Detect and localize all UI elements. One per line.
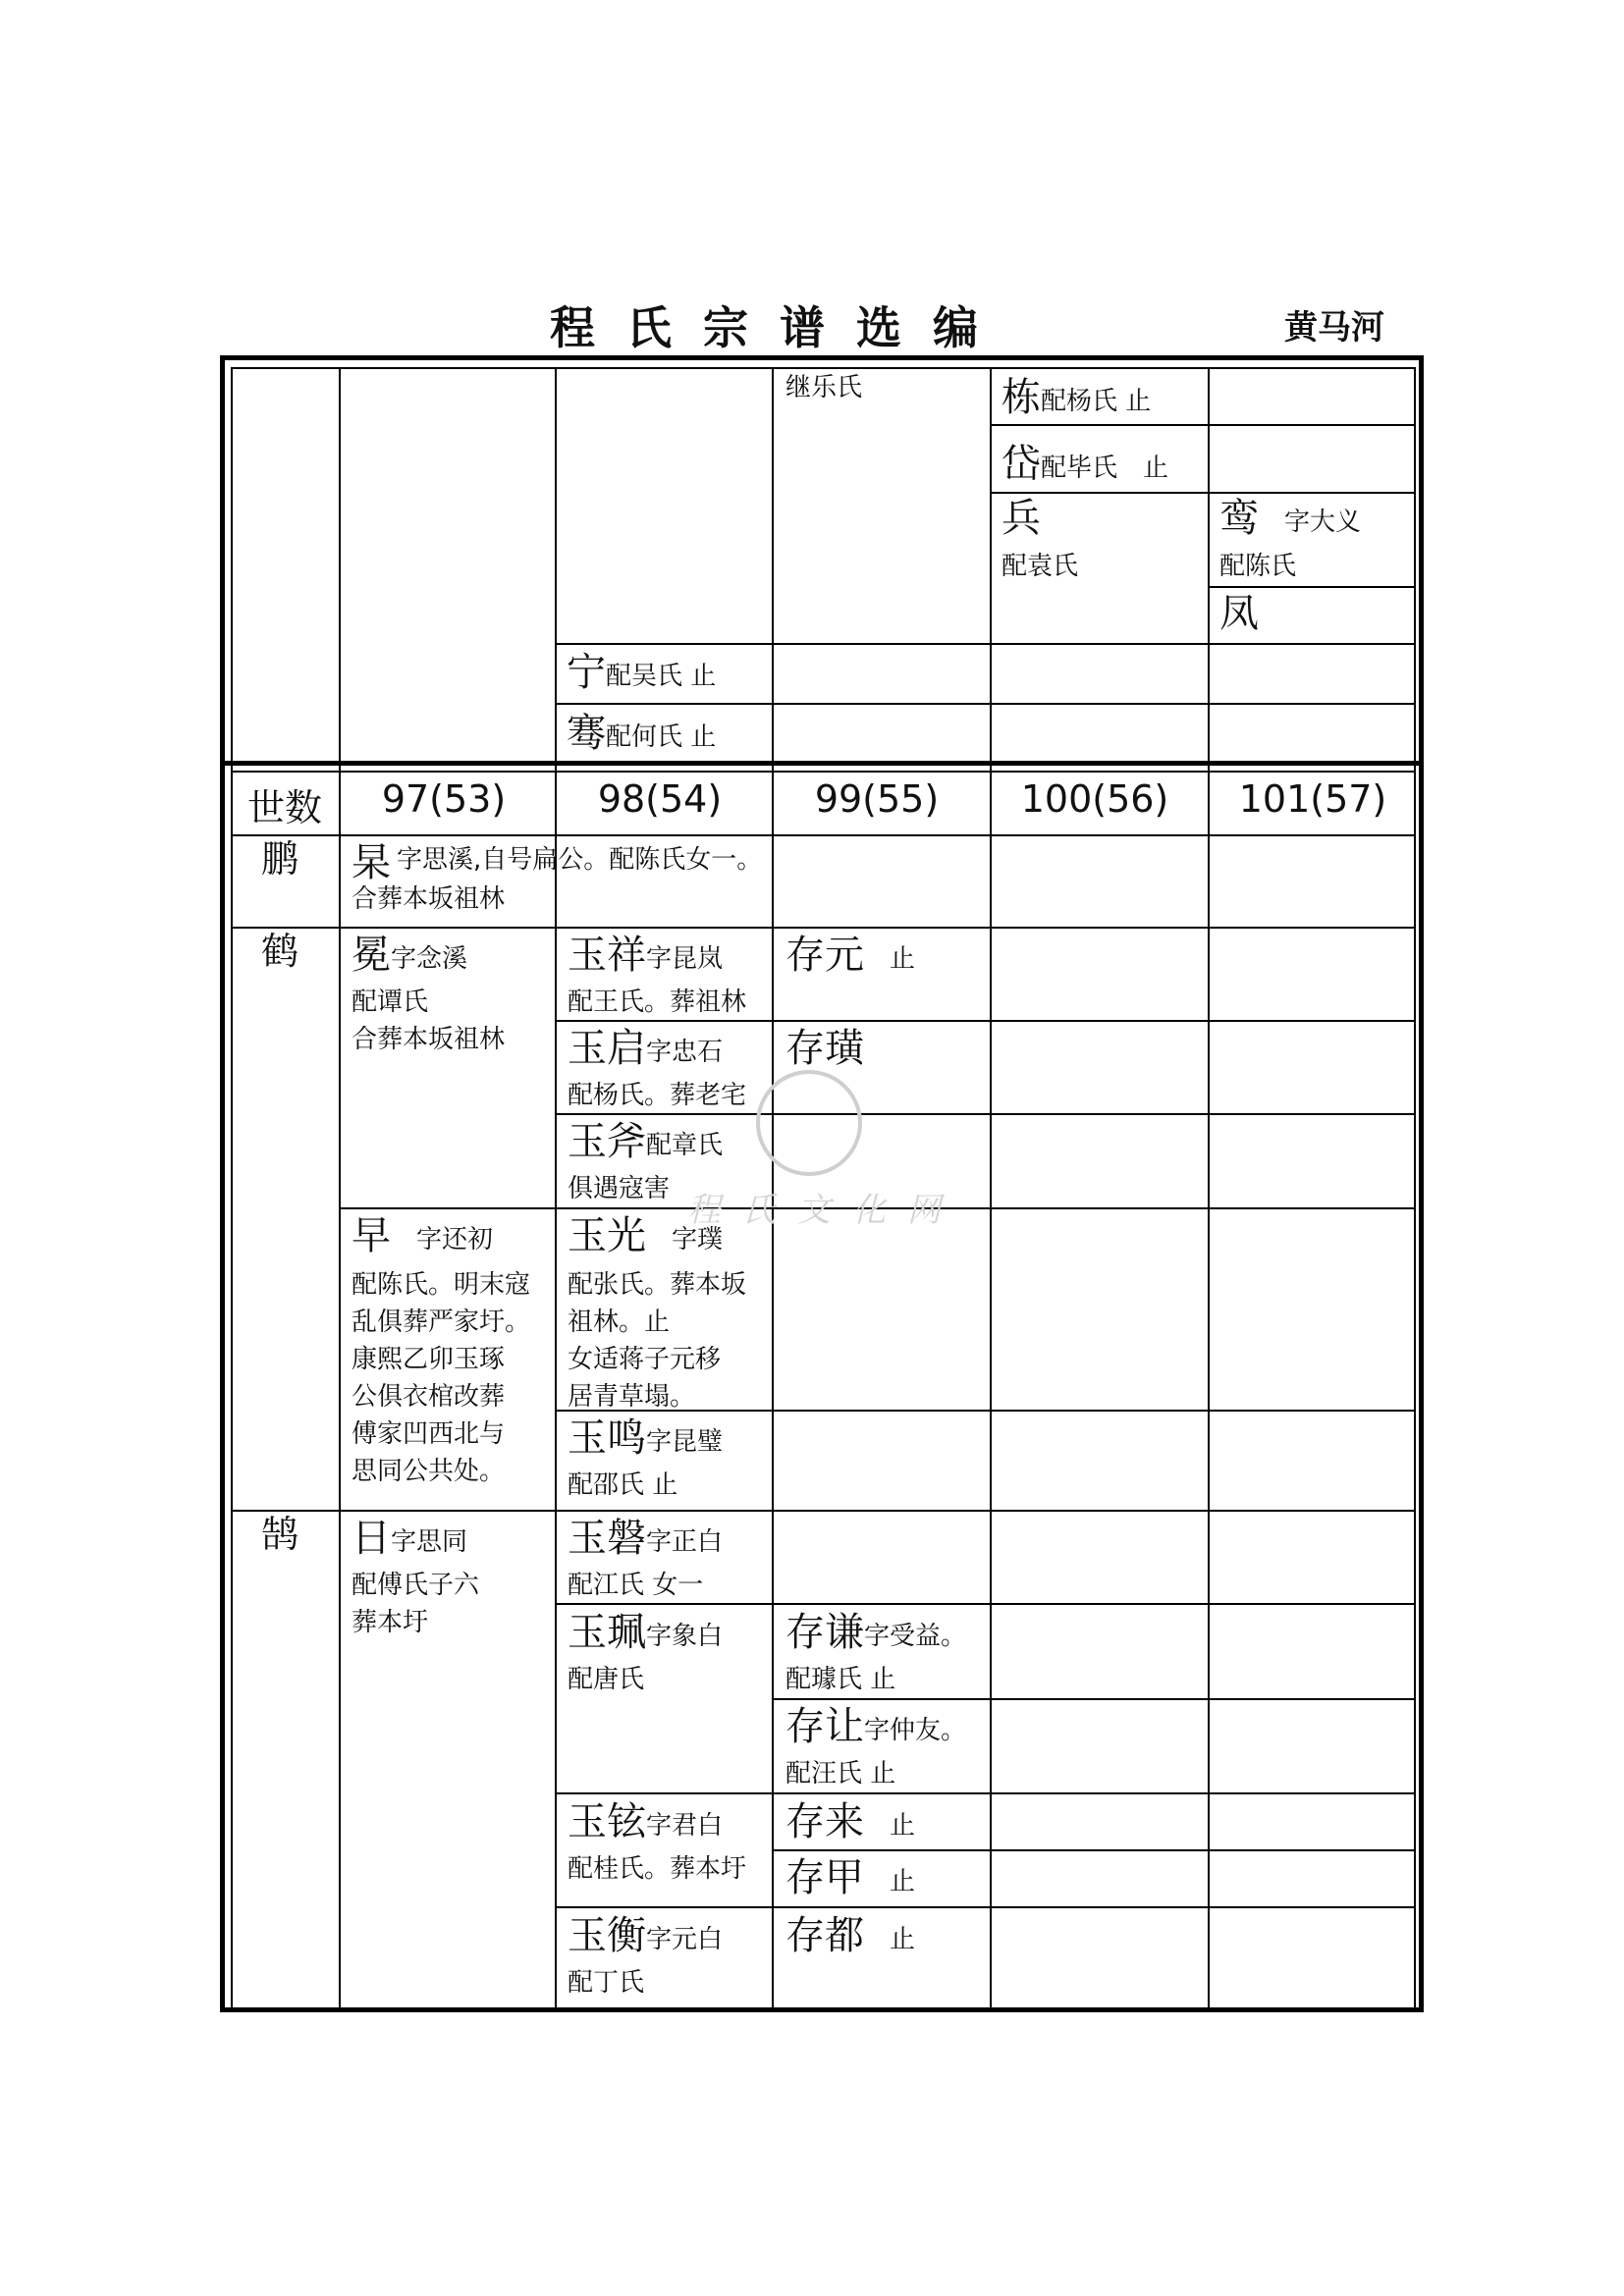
entry-note: 字思同 xyxy=(391,1527,468,1557)
entry-note: 字正白 xyxy=(646,1527,724,1557)
entry-note: 祖林。止 xyxy=(568,1308,671,1337)
entry-note: 配张氏。葬本坂 xyxy=(568,1270,747,1300)
entry-note: 合葬本坂祖林 xyxy=(352,1025,506,1054)
entry-feng xyxy=(1219,591,1259,636)
entry-note: 配傅氏子六 xyxy=(352,1571,480,1600)
person-name: 兵 xyxy=(1001,496,1041,541)
site-watermark: 程氏文化网 xyxy=(687,1191,962,1230)
entry-cundu xyxy=(785,1913,915,1958)
person-name: 玉光 xyxy=(568,1213,646,1258)
entry-note: 配章氏 xyxy=(646,1131,724,1160)
entry-cunjia xyxy=(785,1855,915,1900)
gen-col: 98(54) xyxy=(597,777,723,821)
entry-note: 继乐氏 xyxy=(785,373,863,402)
person-name: 杲 xyxy=(352,840,391,885)
entry-yuming xyxy=(568,1415,723,1461)
person-name: 栋 xyxy=(1001,375,1041,420)
row-line xyxy=(772,1698,1414,1700)
person-name: 存元 xyxy=(785,933,864,978)
branch-label: 鹄 xyxy=(261,1513,299,1556)
entry-mian xyxy=(352,933,467,978)
entry-note: 配汪氏 止 xyxy=(785,1759,896,1789)
col-line xyxy=(555,367,557,2009)
entry-note: 字璞 xyxy=(672,1225,724,1255)
person-name: 鸾 xyxy=(1219,496,1259,541)
entry-note: 字仲友。 xyxy=(864,1716,967,1745)
entry-note: 配陈氏。明末寇 xyxy=(352,1270,531,1300)
entry-note: 配唐氏 xyxy=(568,1665,645,1694)
person-name: 骞 xyxy=(567,711,606,756)
entry-note: 止 xyxy=(890,944,916,974)
person-name: 玉祥 xyxy=(568,933,646,978)
row-line xyxy=(555,703,1414,705)
entry-ri xyxy=(352,1516,467,1561)
entry-note: 思同公共处。 xyxy=(352,1457,506,1486)
entry-note: 配丁氏 xyxy=(568,1968,645,1998)
entry-cunlai xyxy=(785,1799,915,1844)
person-name: 岱 xyxy=(1001,442,1041,487)
entry-note: 配邵氏 止 xyxy=(568,1470,678,1500)
entry-note: 居青草塌。 xyxy=(568,1382,696,1412)
col-line xyxy=(1208,367,1210,2009)
entry-note: 康熙乙卯玉琢 xyxy=(352,1345,506,1374)
entry-note: 配何氏 止 xyxy=(606,722,717,752)
entry-yuxuan xyxy=(568,1799,723,1844)
inner-border xyxy=(231,367,233,2009)
entry-luan xyxy=(1219,496,1361,541)
entry-note: 字君白 xyxy=(646,1811,724,1841)
person-name: 存都 xyxy=(785,1913,864,1958)
person-name: 存来 xyxy=(785,1799,864,1844)
entry-cunrang xyxy=(785,1704,966,1749)
entry-note: 女适蒋子元移 xyxy=(568,1345,722,1374)
entry-ning xyxy=(567,650,716,695)
person-name: 存让 xyxy=(785,1704,864,1749)
entry-note: 字昆岚 xyxy=(646,944,724,974)
row-line xyxy=(231,1510,1414,1512)
entry-note: 配璩氏 止 xyxy=(785,1665,896,1694)
entry-note: 俱遇寇害 xyxy=(568,1174,671,1203)
section-divider xyxy=(223,761,1419,766)
entry-note: 字还初 xyxy=(416,1225,494,1255)
section-divider xyxy=(231,771,1414,773)
gen-col: 97(53) xyxy=(381,777,507,821)
entry-note: 配袁氏 xyxy=(1001,552,1079,581)
person-name: 玉磐 xyxy=(568,1516,646,1561)
person-name: 存甲 xyxy=(785,1855,864,1900)
place-name: 黄马河 xyxy=(1284,308,1384,347)
entry-note: 止 xyxy=(890,1867,916,1896)
row-line xyxy=(231,834,1414,836)
entry-note: 葬本圩 xyxy=(352,1608,429,1637)
entry-note: 配谭氏 xyxy=(352,988,429,1017)
col-line xyxy=(339,367,341,2009)
person-name: 玉斧 xyxy=(568,1119,646,1164)
entry-note: 字象白 xyxy=(646,1622,724,1651)
entry-yupei xyxy=(568,1610,723,1655)
person-name: 玉珮 xyxy=(568,1610,646,1655)
entry-note: 配吴氏 止 xyxy=(606,662,717,691)
entry-note: 傅家凹西北与 xyxy=(352,1419,506,1449)
entry-note: 止 xyxy=(890,1811,916,1841)
entry-note: 配江氏 女一 xyxy=(568,1571,704,1600)
row-line xyxy=(231,927,1414,929)
gen-label: 世数 xyxy=(246,786,322,829)
row-line xyxy=(990,492,1414,494)
col-line xyxy=(990,367,992,2009)
entry-note: 字念溪 xyxy=(391,944,468,974)
entry-jian xyxy=(567,711,716,756)
entry-dai xyxy=(1001,442,1168,487)
entry-note: 乱俱葬严家圩。 xyxy=(352,1308,531,1337)
person-name: 玉铉 xyxy=(568,1799,646,1844)
entry-zao xyxy=(352,1213,493,1258)
entry-yupan xyxy=(568,1516,723,1561)
entry-bing xyxy=(1001,496,1041,541)
branch-label: 鹏 xyxy=(261,837,299,881)
entry-note: 字忠石 xyxy=(646,1038,724,1067)
entry-note: 公俱衣棺改葬 xyxy=(352,1382,506,1412)
person-name: 宁 xyxy=(567,650,606,695)
entry-yuqi xyxy=(568,1026,723,1071)
entry-note: 配毕氏 止 xyxy=(1041,454,1169,483)
row-line xyxy=(990,424,1414,426)
entry-cunhuang xyxy=(785,1026,864,1071)
entry-note: 字昆璧 xyxy=(646,1427,724,1457)
person-name: 日 xyxy=(352,1516,391,1561)
seal-watermark-icon xyxy=(756,1070,862,1176)
entry-note: 止 xyxy=(890,1925,916,1954)
row-line xyxy=(555,643,1414,645)
branch-label: 鹤 xyxy=(261,930,299,973)
person-name: 早 xyxy=(352,1213,391,1258)
inner-border xyxy=(1414,367,1416,2009)
entry-cunyuan xyxy=(785,933,915,978)
person-name: 玉鸣 xyxy=(568,1415,646,1461)
person-name: 玉衡 xyxy=(568,1913,646,1958)
row-line xyxy=(1208,586,1414,588)
entry-note: 配陈氏 xyxy=(1219,552,1297,581)
person-name: 存谦 xyxy=(785,1610,864,1655)
page-title: 程氏宗谱选编 xyxy=(550,301,1009,354)
gen-col: 101(57) xyxy=(1238,777,1387,821)
row-line xyxy=(772,1849,1414,1851)
entry-yuheng xyxy=(568,1913,723,1958)
person-name: 凤 xyxy=(1219,591,1259,636)
entry-note: 配桂氏。葬本圩 xyxy=(568,1854,747,1884)
entry-note: 字受益。 xyxy=(864,1622,967,1651)
row-line xyxy=(555,1792,1414,1794)
entry-yuxiang xyxy=(568,933,723,978)
row-line xyxy=(555,1906,1414,1908)
entry-note: 字思溪,自号扁公。配陈氏女一。合葬本坂祖林 xyxy=(352,845,763,914)
entry-dong xyxy=(1001,375,1151,420)
entry-note: 字大义 xyxy=(1284,507,1362,537)
entry-note: 配杨氏。葬老宅 xyxy=(568,1081,747,1110)
person-name: 存璜 xyxy=(785,1026,864,1071)
person-name: 冕 xyxy=(352,933,391,978)
entry-note: 字元白 xyxy=(646,1925,724,1954)
gen-col: 100(56) xyxy=(1020,777,1169,821)
entry-yufu xyxy=(568,1119,723,1164)
person-name: 玉启 xyxy=(568,1026,646,1071)
entry-cunqian xyxy=(785,1610,966,1655)
gen-col: 99(55) xyxy=(814,777,940,821)
entry-note: 配杨氏 止 xyxy=(1041,387,1152,416)
entry-note: 配王氏。葬祖林 xyxy=(568,988,747,1017)
